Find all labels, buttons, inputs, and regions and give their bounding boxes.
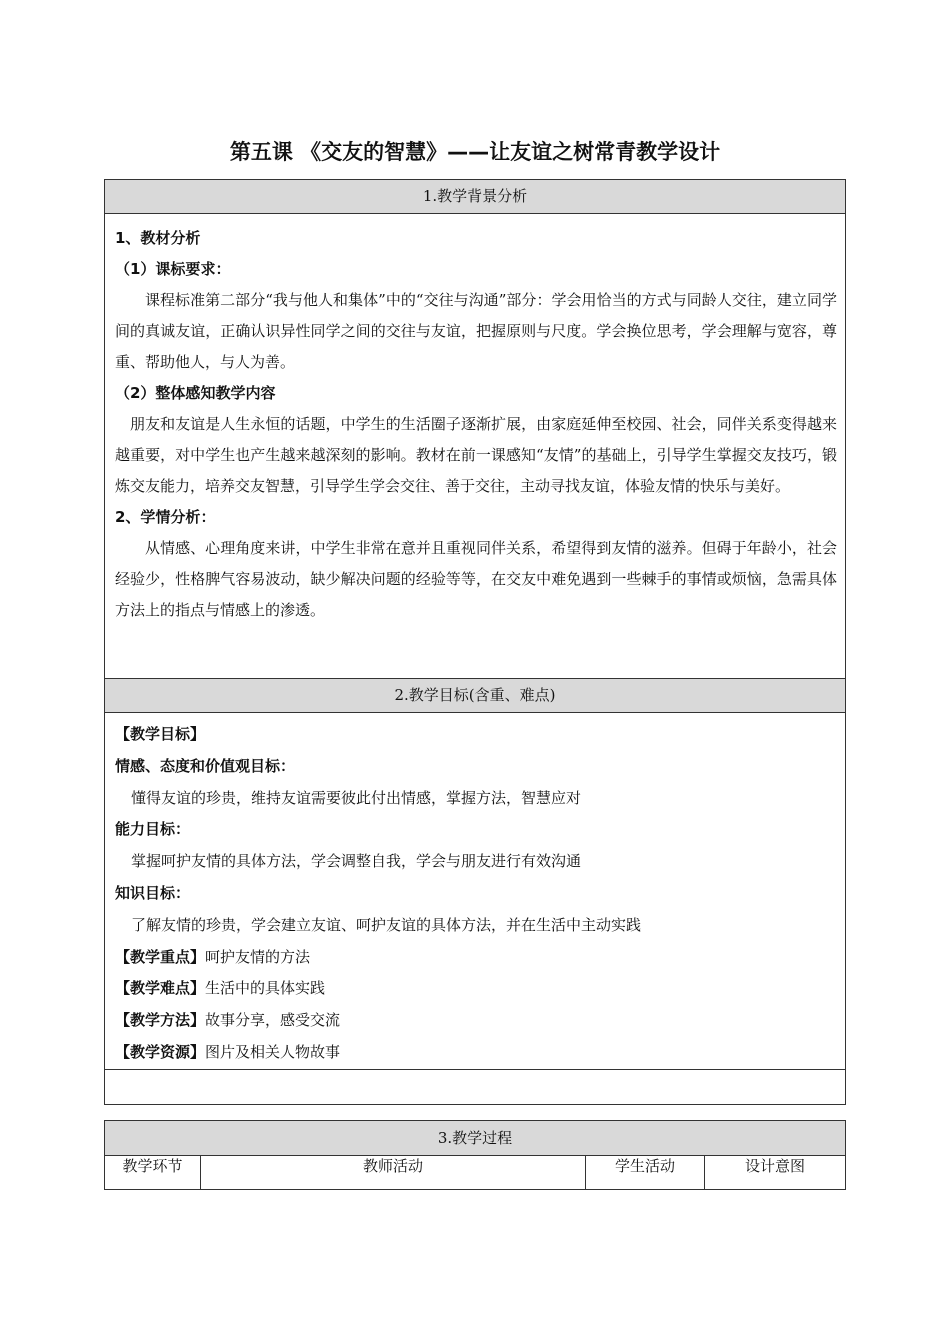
method-label: 【教学方法】 — [115, 1011, 206, 1030]
knowledge-goal-label: 知识目标： — [115, 883, 191, 902]
knowledge-goal-text: 了解友情的珍贵，学会建立友谊、呵护友谊的具体方法，并在生活中主动实践 — [131, 915, 642, 934]
resource-text: 图片及相关人物故事 — [205, 1042, 341, 1061]
section-header-background-analysis: 1.教学背景分析 — [105, 180, 846, 214]
student-analysis-heading: 2、学情分析： — [115, 508, 216, 526]
emotion-goal-label: 情感、态度和价值观目标： — [115, 756, 296, 775]
emotion-goal-text: 懂得友谊的珍贵，维持友谊需要彼此付出情感，掌握方法，智慧应对 — [131, 788, 582, 807]
column-header-stage: 教学环节 — [105, 1156, 201, 1190]
ability-goal-label: 能力目标： — [115, 820, 191, 839]
teaching-goals-body — [105, 713, 846, 1070]
ability-goal-text: 掌握呵护友情的具体方法，学会调整自我，学会与朋友进行有效沟通 — [131, 852, 582, 871]
empty-row — [105, 1069, 846, 1104]
content-overview-heading: （2）整体感知教学内容 — [115, 384, 276, 402]
background-analysis-body — [105, 214, 846, 679]
document-title: 第五课 《交友的智慧》——让友谊之树常青教学设计 — [229, 140, 721, 164]
curriculum-requirement-heading: （1）课标要求： — [115, 260, 231, 278]
content-overview-text: 朋友和友谊是人生永恒的话题，中学生的生活圈子逐渐扩展，由家庭延伸至校园、社会，同伴关系变得越来越重要，对中学生也产生越来越深刻的影响。教材在前一课感知“友情”的基础上，引导学生掌握交友技巧，锻炼交友能力，培养交友智慧，引导学生学会交往、善于交往，主动寻找友谊，体验友情的快乐与美好。 — [115, 415, 837, 495]
textbook-analysis-heading: 1、教材分析 — [115, 229, 201, 247]
key-point-line — [115, 942, 837, 974]
difficulty-line — [115, 973, 837, 1005]
resource-label: 【教学资源】 — [115, 1042, 206, 1061]
lesson-plan-table — [104, 179, 846, 1105]
section-header-teaching-goals: 2.教学目标(含重、难点) — [105, 679, 846, 713]
key-point-text: 呵护友情的方法 — [205, 947, 311, 966]
curriculum-requirement-text: 课程标准第二部分“我与他人和集体”中的“交往与沟通”部分：学会用恰当的方式与同龄人交往，建立同学间的真诚友谊，正确认识异性同学之间的交往与友谊，把握原则与尺度。学会换位思考，学会理解与宽容，尊重、帮助他人，与人为善。 — [115, 291, 837, 371]
teaching-process-table — [104, 1120, 846, 1190]
resource-line — [115, 1037, 837, 1069]
method-text: 故事分享，感受交流 — [205, 1011, 341, 1030]
key-point-label: 【教学重点】 — [115, 947, 206, 966]
method-line — [115, 1005, 837, 1037]
column-header-student-activity: 学生活动 — [586, 1156, 705, 1190]
column-header-teacher-activity: 教师活动 — [201, 1156, 586, 1190]
difficulty-label: 【教学难点】 — [115, 979, 206, 998]
student-analysis-text: 从情感、心理角度来讲，中学生非常在意并且重视同伴关系，希望得到友情的滋养。但碍于年龄小，社会经验少，性格脾气容易波动，缺少解决问题的经验等等，在交友中难免遇到一些棘手的事情或烦恼，急需具体方法上的指点与情感上的渗透。 — [115, 539, 837, 619]
column-header-design-intent: 设计意图 — [705, 1156, 846, 1190]
goal-label: 【教学目标】 — [115, 725, 206, 743]
section-header-teaching-process: 3.教学过程 — [105, 1121, 846, 1156]
difficulty-text: 生活中的具体实践 — [205, 979, 326, 998]
